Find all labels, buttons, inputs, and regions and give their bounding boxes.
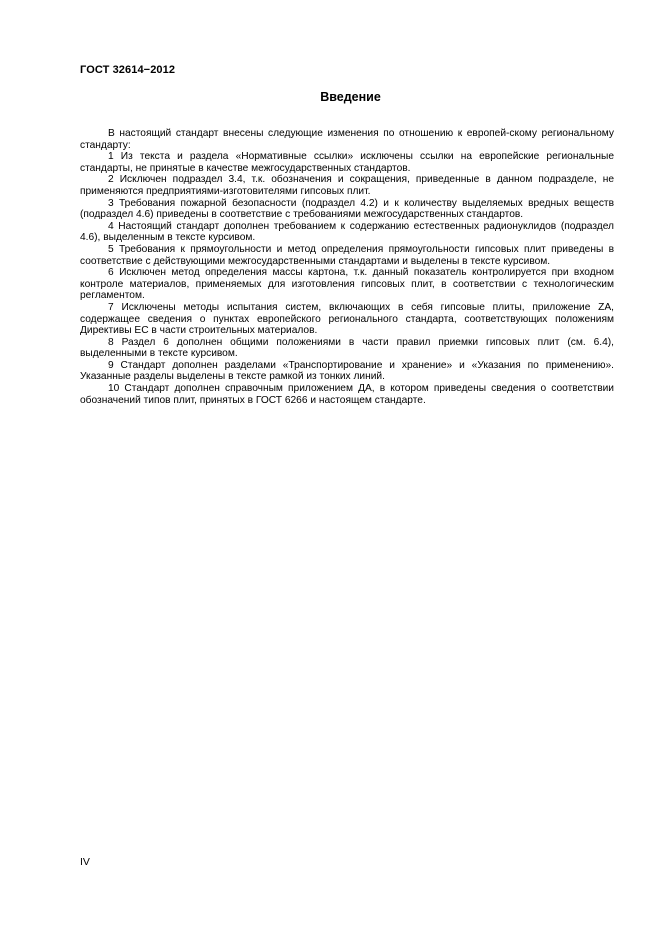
section-title: Введение xyxy=(320,90,381,104)
paragraph-item-4: 4 Настоящий стандарт дополнен требованием к содержанию естественных радионуклидов (подраздел 4.6), выделенным в тексте курсивом. xyxy=(80,220,614,244)
paragraph-item-5: 5 Требования к прямоугольности и метод определения прямоугольности гипсовых плит приведены в соответствие с действующими межгосударственными стандартами и выделены в тексте курсивом. xyxy=(80,243,614,267)
page-number: IV xyxy=(80,856,90,868)
paragraph-item-9: 9 Стандарт дополнен разделами «Транспортирование и хранение» и «Указания по применению». Указанные разделы выделены в тексте рамкой из тонких линий. xyxy=(80,359,614,383)
body-text xyxy=(80,128,614,406)
document-code: ГОСТ 32614−2012 xyxy=(80,64,176,76)
paragraph-intro: В настоящий стандарт внесены следующие изменения по отношению к европей-скому региональному стандарту: xyxy=(80,128,614,151)
paragraph-item-1: 1 Из текста и раздела «Нормативные ссылки» исключены ссылки на европейские региональные стандарты, не принятые в качестве межгосударственных стандартов. xyxy=(80,151,614,174)
paragraph-item-7: 7 Исключены методы испытания систем, включающих в себя гипсовые плиты, приложение ZA, содержащее сведения о пунктах европейского регионального стандарта, соответствующих положениям Директивы ЕС в части строительных материалов. xyxy=(80,301,614,337)
paragraph-item-6: 6 Исключен метод определения массы картона, т.к. данный показатель контролируется при входном контроле материалов, применяемых для изготовления гипсовых плит, в соответствии с технологическим регламентом. xyxy=(80,267,614,302)
paragraph-item-8: 8 Раздел 6 дополнен общими положениями в части правил приемки гипсовых плит (см. 6.4), выделенными в тексте курсивом. xyxy=(80,336,614,360)
paragraph-item-10: 10 Стандарт дополнен справочным приложением ДА, в котором приведены сведения о соответствии обозначений типов плит, принятых в ГОСТ 6266 и настоящем стандарте. xyxy=(80,383,614,406)
paragraph-item-2: 2 Исключен подраздел 3.4, т.к. обозначения и сокращения, приведенные в данном подразделе, не применяются предприятиями-изготовителями гипсовых плит. xyxy=(80,174,614,197)
paragraph-item-3: 3 Требования пожарной безопасности (подраздел 4.2) и к количеству выделяемых вредных веществ (подраздел 4.6) приведены в соответствие с требованиями межгосударственных стандартов. xyxy=(80,197,614,221)
